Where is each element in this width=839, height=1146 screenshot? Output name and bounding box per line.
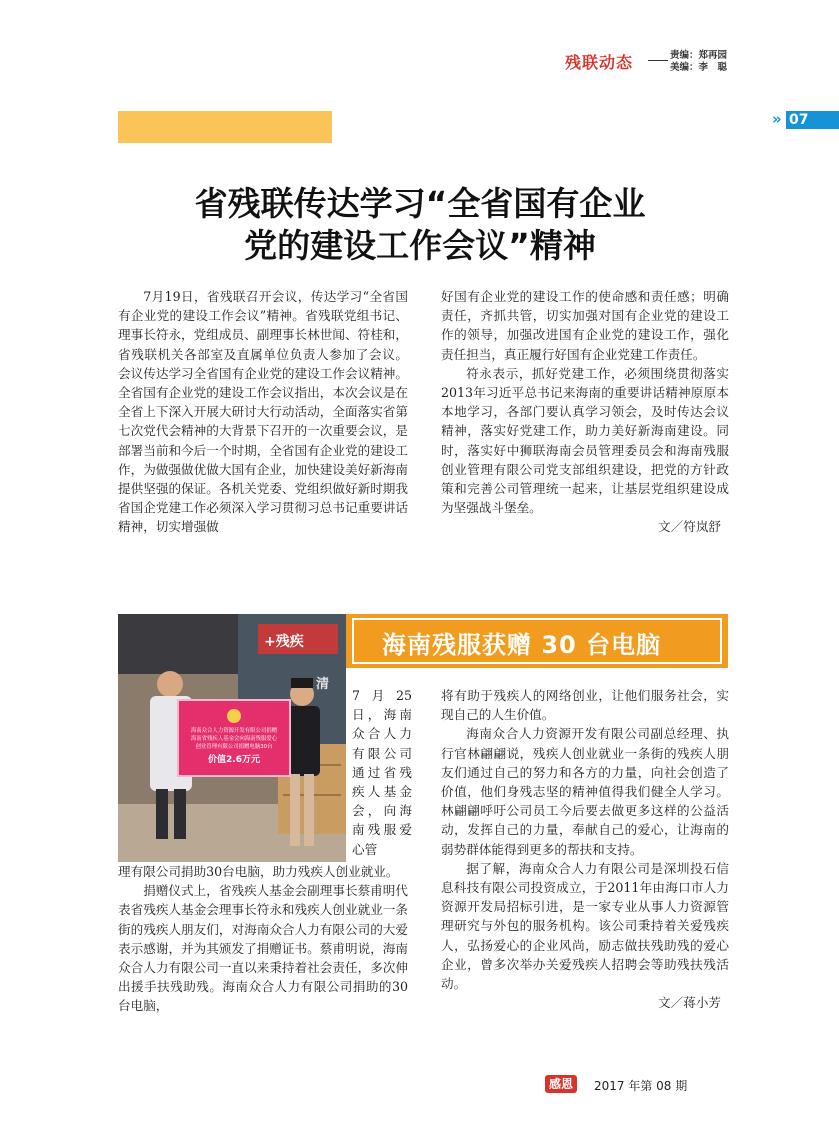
article2-title: 海南残服获赠 30 台电脑 (382, 631, 662, 659)
article1-right-column (441, 287, 729, 537)
photo-illustration (118, 614, 346, 862)
board-line-1: 海南众合人力资源开发有限公司捐赠 (190, 728, 278, 734)
article1-continuation: 好国有企业党的建设工作的使命感和责任感；明确责任，齐抓共管，切实加强对国有企业党的建设工作的领导，加强改进国有企业党的建设工作，强化责任担当，真正履行好国有企业党建工作责任。 (441, 289, 729, 362)
article1-title-line1: 省残联传达学习“全省国有企业 (194, 184, 646, 223)
article1-title (100, 183, 740, 267)
editor-credit: 责编：郑再园 (670, 50, 728, 61)
page-number: 07 (786, 111, 839, 129)
article2-left-column (118, 862, 408, 1016)
article2-right-column (441, 686, 729, 1012)
article2-paragraph: 捐赠仪式上，省残疾人基金会副理事长蔡甫明代表省残疾人基金会理事长符永和残疾人创业就业一条街的残疾人朋友们，对海南众合人力有限公司的大爱表示感谢，并为其颁发了捐赠证书。蔡甫明说，海南众合人力有限公司一直以来秉持着社会责任，多次伸出援手扶残助残。海南众合人力有限公司捐助的30台电脑， (118, 883, 408, 1014)
article1-paragraph: 7月19日，省残联召开会议，传达学习“全省国有企业党的建设工作会议”精神。省残联党组书记、理事长符永，党组成员、副理事长林世闻、符桂和，省残联机关各部室及直属单位负责人参加了会议。 会议传达学习全省国有企业党的建设工作会议精神。全省国有企业党的建设工作会议指出，本次会议是在全省上下深入开展大研讨大行动活动，全面落实省第七次党代会精神的大背景下召开的一次重要会议，是部署当前和今后一个时期，全省国有企业党的建设工作，为做强做优做大国有企业，加快建设美好新海南提供坚强的保证。各机关党委、党组织做好新时期我省国企党建工作必须深入学习贯彻习总书记重要讲话精神，切实增强做 (118, 289, 408, 535)
section-name: 残联动态 (565, 53, 634, 72)
header-dash (648, 60, 668, 61)
magazine-logo: 感恩 (545, 1075, 577, 1093)
article2-title-banner (346, 614, 728, 668)
page-number-tab (772, 111, 839, 129)
donation-photo (118, 614, 346, 862)
article1-title-line2: 党的建设工作会议”精神 (244, 226, 596, 265)
article1-byline: 文／符岚舒 (658, 519, 721, 535)
article2-byline: 文／蒋小芳 (658, 995, 721, 1011)
decorative-bar (118, 111, 332, 143)
article2-paragraph: 据了解，海南众合人力有限公司是深圳投石信息科技有限公司投资成立，于2011年由海口市人力资源开发局招标引进，是一家专业从事人力资源管理研究与外包的服务机构。该公司秉持着关爱残疾人，弘扬爱心的企业风尚，励志做扶残助残的爱心企业，曾多次举办关爱残疾人招聘会等助残扶残活动。 (441, 860, 729, 992)
article2-continuation: 将有助于残疾人的网络创业，让他们服务社会，实现自己的人生价值。 (441, 688, 729, 723)
chevron-icon: » (772, 110, 782, 128)
article2-wrap-text: 7月25日，海南众合人力有限公司通过省残疾人基金会，向海南残服爱心管 (352, 688, 412, 857)
board-line-3: 创业管理有限公司捐赠电脑30台 (195, 744, 273, 750)
board-line-2: 海南省残疾人基金会向海南残服爱心 (190, 736, 278, 742)
window-sign-text: +残疾 (264, 634, 304, 650)
window-sign-text-2: 清 (316, 677, 330, 692)
designer-credit: 美编：李 聪 (670, 62, 728, 73)
editor-credits (670, 50, 727, 74)
issue-number: 2017 年第 08 期 (594, 1079, 688, 1093)
article2-paragraph: 理有限公司捐助30台电脑，助力残疾人创业就业。 (118, 864, 399, 879)
article1-left-column (118, 287, 408, 537)
board-value: 价值2.6万元 (208, 755, 260, 765)
article1-paragraph: 符永表示，抓好党建工作，必须围绕贯彻落实2013年习近平总书记来海南的重要讲话精神原原本本地学习，各部门要认真学习领会，及时传达会议精神，落实好党建工作，助力美好新海南建设。同时，落实好中狮联海南会员管理委员会和海南残服创业管理有限公司党支部组织建设，把党的方针政策和完善公司管理统一起来，让基层党组织建设成为坚强战斗堡垒。 (441, 365, 729, 516)
article2-paragraph: 海南众合人力资源开发有限公司副总经理、执行官林翩翩说，残疾人创业就业一条街的残疾人朋友们通过自己的努力和各方的力量，向社会创造了价值，他们身残志坚的精神值得我们健全人学习。林翩翩呼吁公司员工今后要去做更多这样的公益活动，发挥自己的力量，奉献自己的爱心，让海南的弱势群体能得到更多的帮扶和支持。 (441, 726, 729, 857)
